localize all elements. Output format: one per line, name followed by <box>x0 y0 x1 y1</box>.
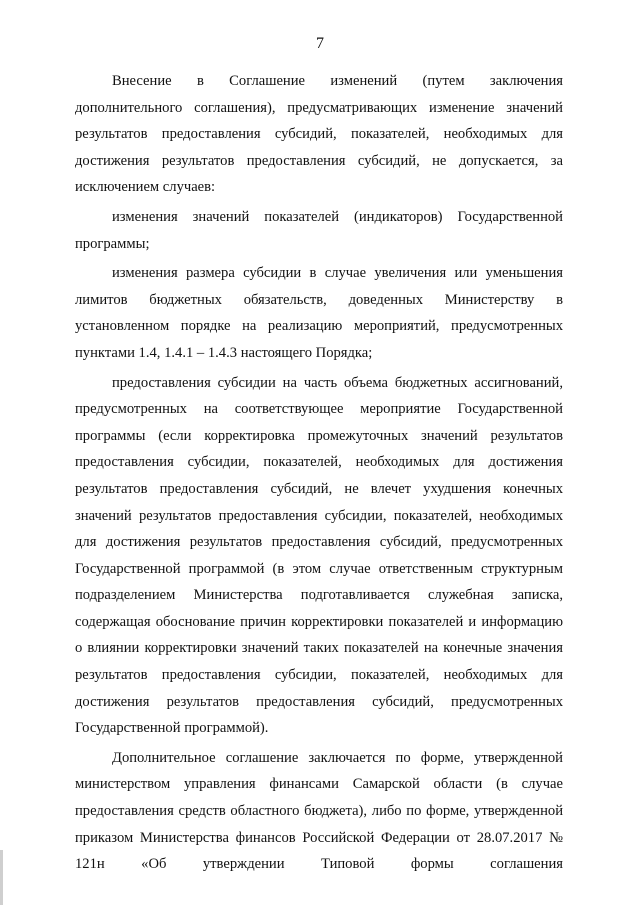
page-number: 7 <box>316 35 324 52</box>
paragraph-indicator-change: изменения значений показателей (индикаторов) Государственной программы; <box>75 208 563 252</box>
paragraph-amendment-rule: Внесение в Соглашение изменений (путем заключения дополнительного соглашения), предусматривающих изменение значений результатов предоставления субсидий, показателей, необходимых для достижения результатов предоставления субсидий, не допускается, за исключением случаев: <box>75 73 563 196</box>
paragraph-additional-agreement-form: Дополнительное соглашение заключается по форме, утвержденной министерством управления финансами Самарской области (в случае предоставления средств областного бюджета), либо по форме, утвержденной приказом Министерства финансов Российской Федерации от 28.07.2017 № 121н «Об утверждении Типовой формы соглашения <box>75 749 563 873</box>
body-text <box>75 68 563 878</box>
paragraph-partial-allocation: предоставления субсидии на часть объема бюджетных ассигнований, предусмотренных на соответствующее мероприятие Государственной программы (если корректировка промежуточных значений результатов предоставления субсидии, показателей, необходимых для достижения результатов предоставления субсидий, не влечет ухудшения конечных значений результатов предоставления субсидии, показателей, необходимых для достижения результатов предоставления субсидий, предусмотренных Государственной программой (в этом случае ответственным структурным подразделением Министерства подготавливается служебная записка, содержащая обоснование причин корректировки показателей и информацию о влиянии корректировки значений таких показателей на конечные значения результатов предоставления субсидии, показателей, необходимых для достижения результатов предоставления субсидий, предусмотренных Государственной программой). <box>75 374 563 737</box>
scan-edge-mark <box>0 850 3 905</box>
paragraph-subsidy-size-change: изменения размера субсидии в случае увеличения или уменьшения лимитов бюджетных обязательств, доведенных Министерству в установленном порядке на реализацию мероприятий, предусмотренных пунктами 1.4, 1.4.1 – 1.4.3 настоящего Порядка; <box>75 265 563 361</box>
